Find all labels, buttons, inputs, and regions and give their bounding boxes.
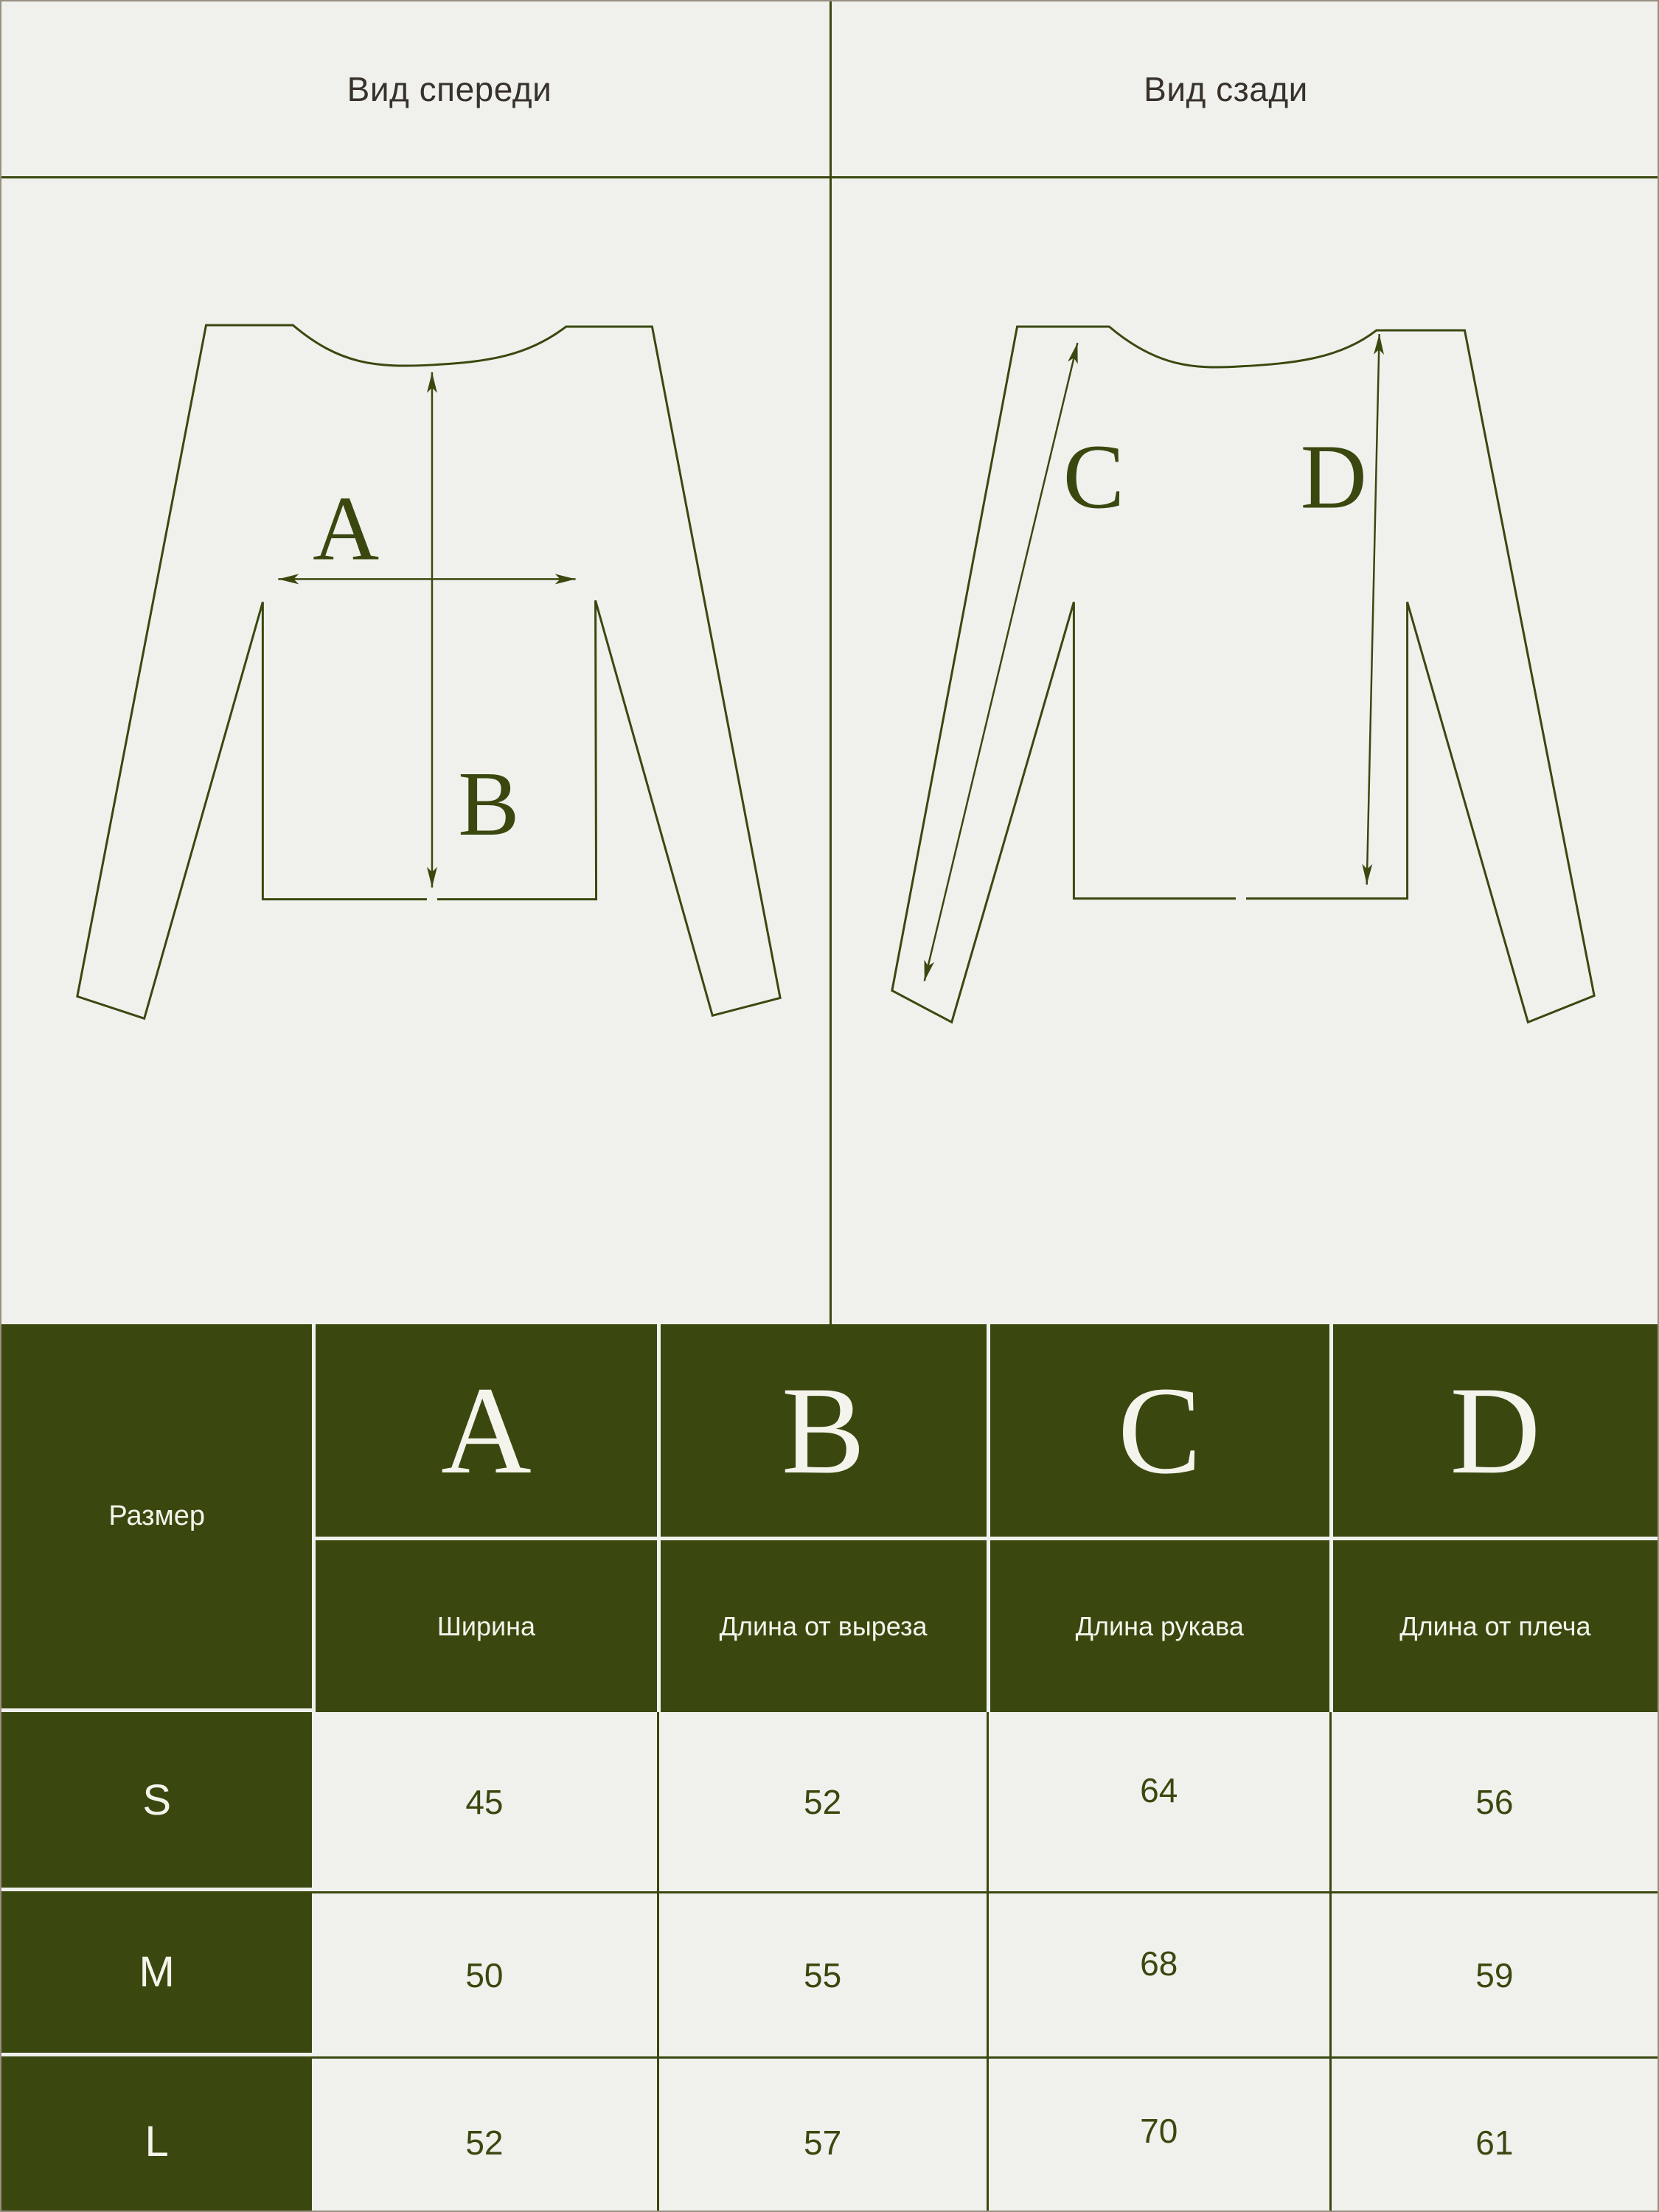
cell-s-c xyxy=(987,1712,1329,1891)
size-column-header xyxy=(1,1324,312,1712)
panel-divider xyxy=(830,1,832,1326)
cell-m-d xyxy=(1329,1891,1658,2056)
column-letter-a: A xyxy=(441,1361,532,1500)
column-name-c xyxy=(987,1540,1329,1712)
front-garment-outline xyxy=(77,325,780,1018)
size-table xyxy=(1,1324,1658,2212)
front-hem-gap xyxy=(427,895,437,904)
back-hem-gap xyxy=(1236,894,1246,903)
cell-l-c-value: 70 xyxy=(1140,2111,1178,2150)
column-header-c xyxy=(987,1324,1329,1540)
cell-s-a-value: 45 xyxy=(465,1782,504,1821)
cell-s-a xyxy=(312,1712,656,1891)
column-header-a xyxy=(312,1324,656,1540)
column-name-d xyxy=(1329,1540,1658,1712)
column-letter-d: D xyxy=(1450,1361,1541,1500)
back-view-panel xyxy=(830,178,1658,1324)
measure-d-arrow xyxy=(1367,334,1380,885)
column-name-a-label: Ширина xyxy=(437,1610,535,1641)
cell-m-c xyxy=(987,1891,1329,2056)
column-header-b xyxy=(657,1324,987,1540)
measure-c-label: C xyxy=(1062,425,1124,528)
cell-s-d-value: 56 xyxy=(1475,1782,1514,1821)
cell-m-b xyxy=(657,1891,987,2056)
column-name-a xyxy=(312,1540,656,1712)
column-name-d-label: Длина от плеча xyxy=(1399,1610,1591,1641)
cell-l-b-value: 57 xyxy=(804,2123,842,2162)
cell-m-d-value: 59 xyxy=(1475,1955,1514,1994)
row-label-l xyxy=(1,2056,312,2212)
column-header-d xyxy=(1329,1324,1658,1540)
back-view-title xyxy=(830,1,1658,176)
column-name-c-label: Длина рукава xyxy=(1075,1610,1244,1641)
column-letter-c: C xyxy=(1118,1361,1202,1500)
cell-m-b-value: 55 xyxy=(804,1955,842,1994)
size-column-header-label: Размер xyxy=(108,1500,205,1531)
row-label-m-text: M xyxy=(139,1948,175,1996)
row-label-l-text: L xyxy=(145,2117,169,2166)
cell-m-a xyxy=(312,1891,656,2056)
column-name-b-label: Длина от выреза xyxy=(719,1610,928,1641)
cell-s-b-value: 52 xyxy=(804,1782,842,1821)
row-label-m xyxy=(1,1891,312,2056)
cell-l-a xyxy=(312,2056,656,2212)
cell-l-d-value: 61 xyxy=(1475,2123,1514,2162)
measure-b-label: B xyxy=(458,752,520,855)
column-letter-b: B xyxy=(781,1361,866,1500)
front-view-diagram xyxy=(1,178,830,1324)
cell-l-c xyxy=(987,2056,1329,2212)
cell-m-c-value: 68 xyxy=(1140,1944,1178,1983)
cell-s-b xyxy=(657,1712,987,1891)
cell-s-d xyxy=(1329,1712,1658,1891)
cell-l-b xyxy=(657,2056,987,2212)
measure-d-label: D xyxy=(1300,425,1367,528)
row-label-s-text: S xyxy=(142,1775,172,1824)
back-view-diagram xyxy=(830,178,1658,1324)
row-label-s xyxy=(1,1712,312,1891)
measure-a-label: A xyxy=(313,477,380,580)
front-view-panel xyxy=(1,178,830,1324)
measure-c-arrow xyxy=(925,343,1078,981)
column-name-b xyxy=(657,1540,987,1712)
front-view-title xyxy=(1,1,830,176)
front-view-title-text: Вид спереди xyxy=(347,69,552,108)
cell-l-d xyxy=(1329,2056,1658,2212)
cell-s-c-value: 64 xyxy=(1140,1770,1178,1809)
back-view-title-text: Вид сзади xyxy=(1144,69,1308,108)
cell-l-a-value: 52 xyxy=(465,2123,504,2162)
cell-m-a-value: 50 xyxy=(465,1955,504,1994)
